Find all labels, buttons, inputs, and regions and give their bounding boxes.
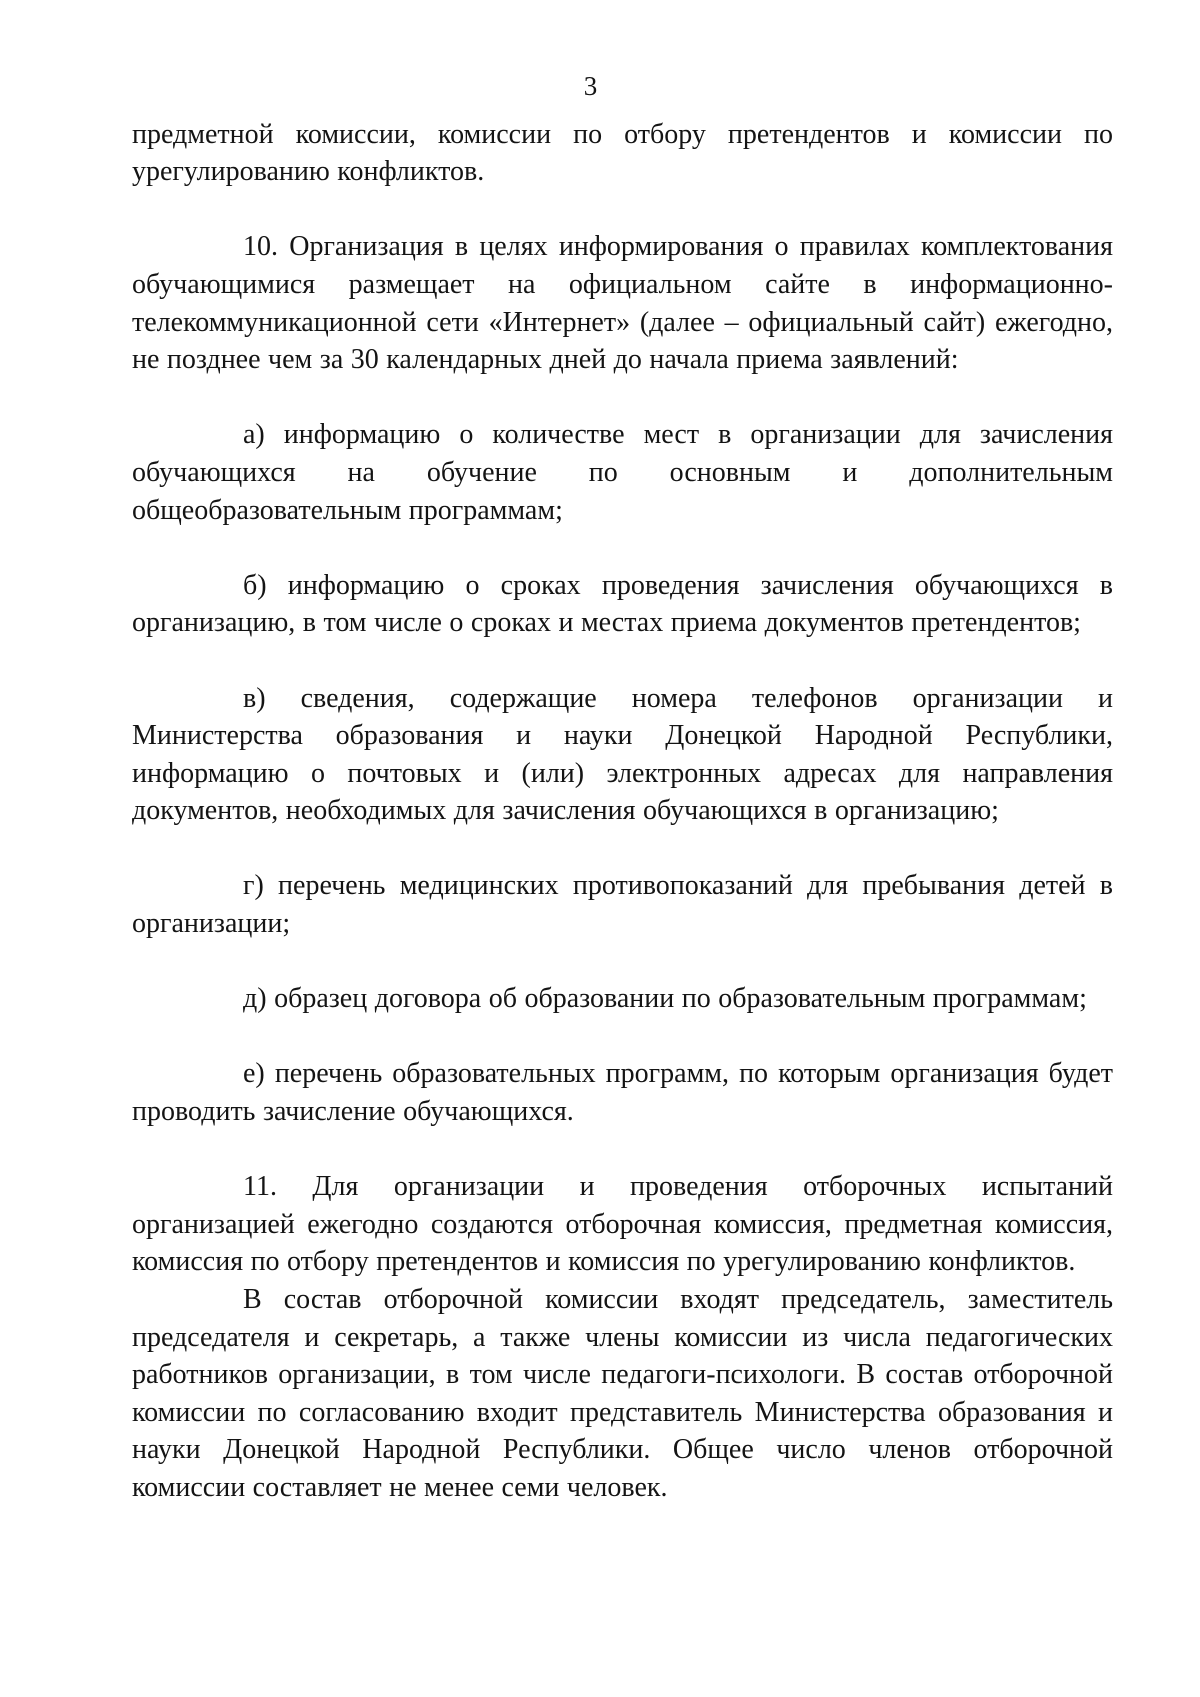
clause-10-item-b: б) информацию о сроках проведения зачисления обучающихся в организацию, в том числе о сроках и местах приема документов претендентов; — [132, 569, 1113, 639]
clause-10: 10. Организация в целях информирования о правилах комплектования обучающимися размещает на официальном сайте в информационно-телекоммуникационной сети «Интернет» (далее – официальный сайт) ежегодно, не позднее чем за 30 календарных дней до начала приема заявлений: — [132, 231, 1113, 376]
clause-10-item-d: д) образец договора об образовании по образовательным программам; — [243, 983, 1087, 1015]
paragraph-continuation: предметной комиссии, комиссии по отбору претендентов и комиссии по урегулированию конфликтов. — [132, 118, 1113, 188]
clause-10-item-a: а) информацию о количестве мест в организации для зачисления обучающихся на обучение по основным и дополнительным общеобразовательным программам; — [132, 419, 1113, 526]
clause-10-item-v: в) сведения, содержащие номера телефонов организации и Министерства образования и науки Донецкой Народной Республики, информацию о почтовых и (или) электронных адресах для направления документов, необходимых для зачисления обучающихся в организацию; — [132, 682, 1113, 827]
clause-10-item-g: г) перечень медицинских противопоказаний для пребывания детей в организации; — [132, 870, 1113, 940]
page-number: 3 — [583, 71, 598, 101]
clause-11: 11. Для организации и проведения отборочных испытаний организацией ежегодно создаются отборочная комиссия, предметная комиссия, комиссия по отбору претендентов и комиссия по урегулированию конфликтов. — [132, 1171, 1113, 1278]
clause-11-commission-composition: В состав отборочной комиссии входят председатель, заместитель председателя и секретарь, а также члены комиссии из числа педагогических работников организации, в том числе педагоги-психологи. В состав отборочной комиссии по согласованию входит представитель Министерства образования и науки Донецкой Народной Республики. Общее число членов отборочной комиссии составляет не менее семи человек. — [132, 1284, 1113, 1503]
document-body — [132, 116, 1113, 1507]
clause-10-item-e: е) перечень образовательных программ, по которым организация будет проводить зачисление обучающихся. — [132, 1058, 1113, 1128]
